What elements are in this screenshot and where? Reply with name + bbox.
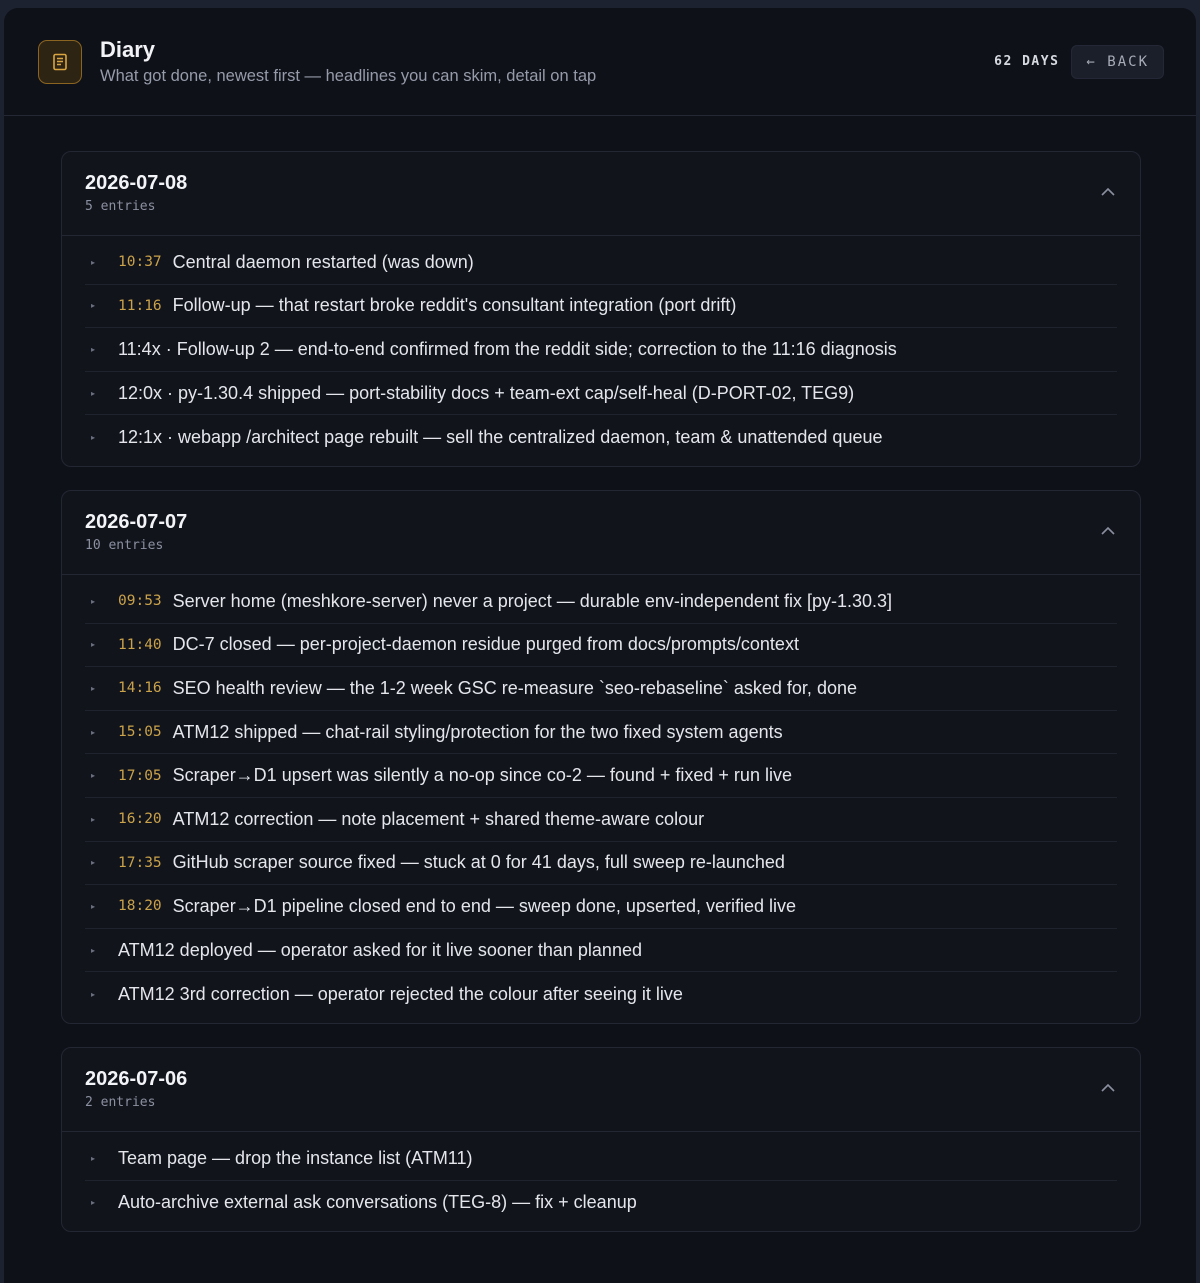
entry-row[interactable]	[85, 798, 1117, 842]
expand-triangle-icon[interactable]: ▸	[91, 771, 96, 781]
entry-row[interactable]	[85, 754, 1117, 798]
diary-window	[4, 8, 1196, 1283]
expand-triangle-icon[interactable]: ▸	[91, 989, 96, 999]
entry-row[interactable]	[85, 285, 1117, 329]
day-entry-count: 2 entries	[85, 1094, 156, 1110]
entry-row[interactable]	[85, 241, 1117, 285]
entry-row[interactable]	[85, 972, 1117, 1016]
entry-text: Server home (meshkore-server) never a project — durable env-independent fix [py-1.30.3]	[172, 590, 893, 611]
expand-triangle-icon[interactable]: ▸	[91, 596, 96, 606]
entry-text: 12:1x · webapp /architect page rebuilt — sell the centralized daemon, team & unattended queue	[118, 426, 883, 447]
entry-row[interactable]	[85, 1137, 1117, 1181]
entry-list	[62, 575, 1140, 1023]
days-count: 62 DAYS	[994, 54, 1060, 69]
entry-row[interactable]	[85, 328, 1117, 372]
expand-triangle-icon[interactable]: ▸	[91, 683, 96, 693]
entry-text: Scraper→D1 upsert was silently a no-op since co-2 — found + fixed + run live	[172, 765, 792, 786]
day-date: 2026-07-06	[85, 1067, 188, 1090]
entry-row[interactable]	[85, 667, 1117, 711]
entry-row[interactable]	[85, 885, 1117, 929]
entry-time: 14:16	[118, 680, 162, 697]
back-button[interactable]: ← BACK	[1071, 45, 1164, 79]
entry-row[interactable]	[85, 1181, 1117, 1225]
page-title: Diary	[100, 37, 156, 62]
day-date: 2026-07-08	[85, 172, 188, 194]
entry-text: ATM12 shipped — chat-rail styling/protection for the two fixed system agents	[172, 721, 783, 742]
entry-text: Scraper→D1 pipeline closed end to end — sweep done, upserted, verified live	[172, 895, 797, 916]
expand-triangle-icon[interactable]: ▸	[91, 301, 96, 311]
entry-text: 11:4x · Follow-up 2 — end-to-end confirmed from the reddit side; correction to the 11:16 diagnosis	[118, 338, 897, 359]
entry-list	[62, 236, 1140, 466]
entry-row[interactable]	[85, 415, 1117, 459]
expand-triangle-icon[interactable]: ▸	[91, 727, 96, 737]
expand-triangle-icon[interactable]: ▸	[91, 257, 96, 267]
expand-triangle-icon[interactable]: ▸	[91, 858, 96, 868]
entry-text: Auto-archive external ask conversations (TEG-8) — fix + cleanup	[118, 1191, 637, 1212]
entry-time: 15:05	[118, 724, 162, 741]
day-header[interactable]	[62, 152, 1140, 236]
journal-icon	[38, 40, 82, 84]
entry-text: ATM12 3rd correction — operator rejected the colour after seeing it live	[118, 983, 683, 1004]
day-entry-count: 5 entries	[85, 199, 156, 214]
page-header	[4, 8, 1196, 116]
entry-row[interactable]	[85, 842, 1117, 886]
expand-triangle-icon[interactable]: ▸	[91, 945, 96, 955]
entry-text: ATM12 correction — note placement + shared theme-aware colour	[172, 808, 705, 829]
day-card	[61, 151, 1141, 467]
expand-triangle-icon[interactable]: ▸	[91, 901, 96, 911]
chevron-up-icon[interactable]	[1100, 523, 1116, 541]
entry-row[interactable]	[85, 580, 1117, 624]
page-subtitle: What got done, newest first — headlines you can skim, detail on tap	[100, 67, 597, 85]
entry-time: 09:53	[118, 593, 162, 610]
entry-time: 16:20	[118, 811, 162, 828]
entry-time: 17:05	[118, 767, 162, 784]
entry-row[interactable]	[85, 929, 1117, 973]
expand-triangle-icon[interactable]: ▸	[91, 1197, 96, 1207]
entry-text: GitHub scraper source fixed — stuck at 0 for 41 days, full sweep re-launched	[172, 852, 785, 873]
day-header[interactable]	[62, 491, 1140, 575]
entry-list	[62, 1132, 1140, 1231]
expand-triangle-icon[interactable]: ▸	[91, 344, 96, 354]
expand-triangle-icon[interactable]: ▸	[91, 1153, 96, 1163]
day-date: 2026-07-07	[85, 510, 188, 533]
expand-triangle-icon[interactable]: ▸	[91, 432, 96, 442]
diary-list	[4, 116, 1196, 1232]
expand-triangle-icon[interactable]: ▸	[91, 640, 96, 650]
entry-row[interactable]	[85, 372, 1117, 416]
entry-time: 11:40	[118, 636, 162, 653]
entry-time: 17:35	[118, 854, 162, 871]
entry-text: Central daemon restarted (was down)	[172, 251, 474, 272]
entry-row[interactable]	[85, 624, 1117, 668]
chevron-up-icon[interactable]	[1100, 1080, 1116, 1098]
entry-text: Follow-up — that restart broke reddit's consultant integration (port drift)	[172, 295, 737, 316]
entry-text: Team page — drop the instance list (ATM11)	[118, 1147, 473, 1168]
day-card	[61, 1047, 1141, 1232]
chevron-up-icon[interactable]	[1100, 184, 1116, 202]
expand-triangle-icon[interactable]: ▸	[91, 388, 96, 398]
day-entry-count: 10 entries	[85, 537, 164, 553]
entry-time: 10:37	[118, 254, 162, 271]
entry-text: 12:0x · py-1.30.4 shipped — port-stability docs + team-ext cap/self-heal (D-PORT-02, TEG9)	[118, 382, 855, 403]
entry-time: 18:20	[118, 898, 162, 915]
entry-text: ATM12 deployed — operator asked for it live sooner than planned	[118, 939, 642, 960]
day-card	[61, 490, 1141, 1024]
entry-row[interactable]	[85, 711, 1117, 755]
expand-triangle-icon[interactable]: ▸	[91, 814, 96, 824]
day-header[interactable]	[62, 1048, 1140, 1132]
entry-time: 11:16	[118, 297, 162, 314]
entry-text: DC-7 closed — per-project-daemon residue purged from docs/prompts/context	[172, 634, 799, 655]
entry-text: SEO health review — the 1-2 week GSC re-measure `seo-rebaseline` asked for, done	[172, 677, 857, 698]
